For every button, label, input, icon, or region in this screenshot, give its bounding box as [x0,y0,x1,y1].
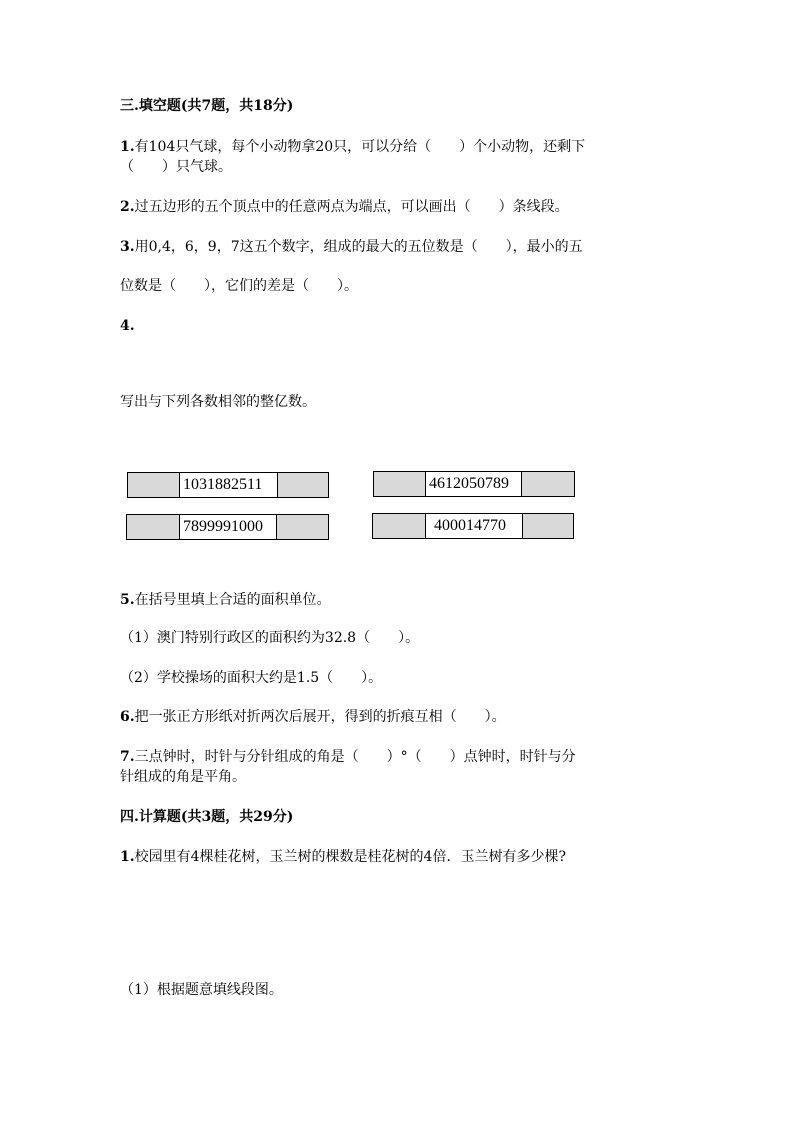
question-text: 校园里有4棵桂花树，玉兰树的棵数是桂花树的4倍．玉兰树有多少棵? [134,849,566,865]
answer-cell-left [128,473,179,497]
question-number: 5. [120,592,135,608]
question-2 [120,197,569,217]
question-text: 把一张正方形纸对折两次后展开，得到的折痕互相（ ）。 [134,709,506,725]
question-text: 过五边形的五个顶点中的任意两点为端点，可以画出（ ）条线段。 [134,199,569,215]
answer-cell-right [278,473,328,497]
number-cell: 7899991000 [179,515,277,539]
question-5-sub-1: （1）澳门特别行政区的面积约为32.8（ ）。 [120,630,420,646]
question-7 [120,747,576,767]
number-cell: 1031882511 [179,473,278,497]
question-text: 有104只气球，每个小动物拿20只，可以分给（ ）个小动物，还剩下 [134,139,586,155]
question-number: 2. [120,199,135,215]
question-number: 7. [120,749,135,765]
question-number: 6. [120,709,135,725]
question-7-continued: 针组成的角是平角。 [120,769,246,785]
number-cell: 400014770 [425,514,523,538]
number-box-3 [126,514,329,540]
section-4-title: 四.计算题(共3题，共29分) [120,809,294,825]
question-4-instruction: 写出与下列各数相邻的整亿数。 [120,394,316,410]
answer-cell-right [277,515,328,539]
question-3 [120,237,583,257]
number-box-4 [372,513,574,539]
answer-cell-left [374,472,425,496]
question-text: 用0,4，6，9，7这五个数字，组成的最大的五位数是（ ），最小的五 [134,239,583,255]
answer-cell-right [522,472,574,496]
question-text: 在括号里填上合适的面积单位。 [134,592,331,608]
question-1-continued: （ ）只气球。 [120,159,232,175]
number-cell: 4612050789 [425,472,522,496]
answer-cell-right [523,514,573,538]
question-number: 1. [120,849,135,865]
question-5 [120,590,331,610]
answer-cell-left [127,515,179,539]
question-6 [120,707,506,727]
number-box-2 [373,471,575,497]
number-box-1 [127,472,329,498]
calc-question-1 [120,847,566,867]
question-text: 三点钟时，时针与分针组成的角是（ ）°（ ）点钟时，时针与分 [134,749,576,765]
calc-question-1-sub-1: （1）根据题意填线段图。 [120,982,283,998]
question-3-continued: 位数是（ ），它们的差是（ ）。 [120,278,358,294]
answer-cell-left [373,514,425,538]
question-number: 3. [120,239,135,255]
question-1 [120,137,585,157]
question-5-sub-2: （2）学校操场的面积大约是1.5（ ）。 [120,670,383,686]
question-4-number: 4. [120,318,135,334]
question-number: 1. [120,139,135,155]
section-3-title: 三.填空题(共7题，共18分) [120,98,294,114]
